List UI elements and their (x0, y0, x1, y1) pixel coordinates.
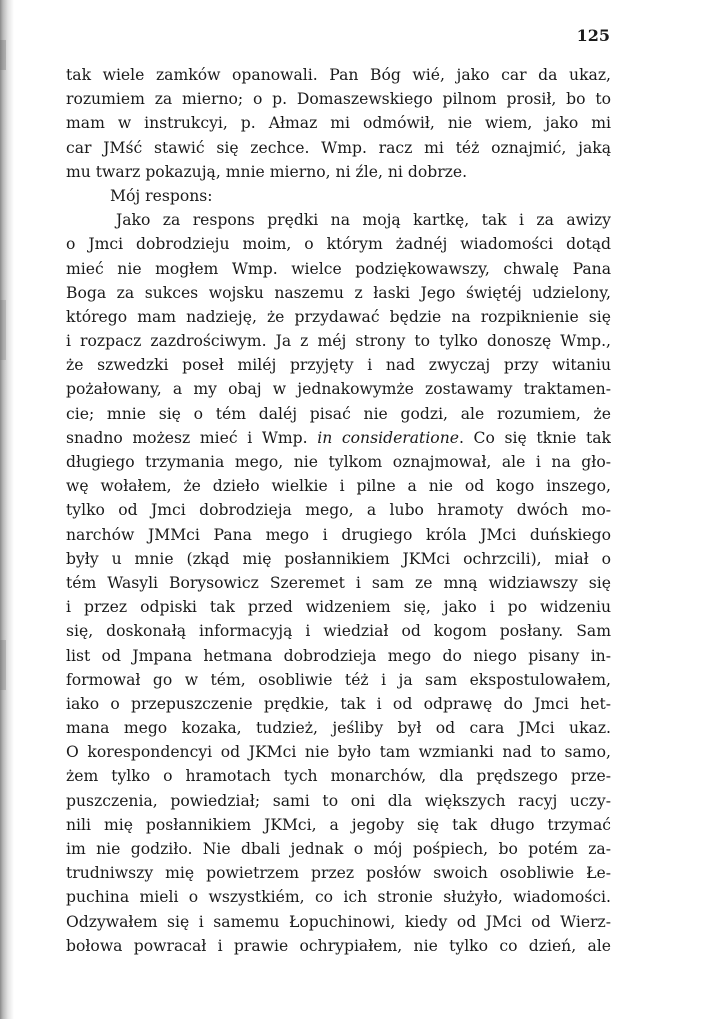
text-line: mam w instrukcyi, p. Ałmaz mi odmówił, nie wiem, jako mi (66, 114, 611, 133)
text-line: iako o przepuszczenie prędkie, tak i od odprawę do Jmci het- (66, 694, 611, 713)
text-line: o Jmci dobrodzieju moim, o którym żadnéj wiadomości dotąd (66, 235, 611, 254)
text-segment: snadno możesz mieć i Wmp. (66, 428, 318, 447)
text-line: car JMść stawić się zechce. Wmp. racz mi téż oznajmić, jaką (66, 138, 611, 157)
text-line: tém Wasyli Borysowicz Szeremet i sam ze mną widziawszy się (66, 573, 611, 592)
text-line: im nie godziło. Nie dbali jednak o mój pośpiech, bo potém za- (66, 840, 611, 858)
text-line: były u mnie (zkąd mię posłannikiem JKMci ochrzcili), miał o (66, 549, 611, 568)
text-line: i przez odpiski tak przed widzeniem się, jako i po widzeniu (66, 598, 611, 617)
text-line: tylko od Jmci dobrodzieja mego, a lubo hramoty dwóch mo- (66, 501, 611, 520)
text-line: się, doskonałą informacyją i wiedział od kogom posłany. Sam (66, 622, 611, 641)
scan-edge-mark (0, 40, 6, 70)
scan-page-edge (0, 0, 14, 1019)
body-text (66, 63, 611, 958)
text-line: mu twarz pokazują, mnie mierno, ni źle, ni dobrze. (66, 162, 468, 181)
text-line: trudniwszy mię powietrzem przez posłów swoich osobliwie Łe- (66, 864, 611, 883)
text-line: O korespondencyi od JKMci nie było tam wzmianki nad to samo, (66, 743, 611, 762)
text-line: pożałowany, a my obaj w jednakowymże zostawamy traktamen- (66, 380, 611, 399)
text-line: że szwedzki poseł miléj przyjęty i nad zwyczaj przy witaniu (66, 356, 611, 375)
text-line: rozumiem za mierno; o p. Domaszewskiego pilnom prosił, bo to (66, 90, 611, 109)
scan-edge-mark (0, 300, 6, 360)
text-line: długiego trzymania mego, nie tylkom oznajmował, ale i na gło- (66, 453, 611, 471)
text-line: cie; mnie się o tém daléj pisać nie godzi, ale rozumiem, że (66, 404, 611, 423)
page-number: 125 (576, 26, 610, 45)
text-line: narchów JMMci Pana mego i drugiego króla JMci duńskiego (66, 525, 611, 544)
text-segment: . Co się tknie tak (458, 428, 611, 447)
text-line: mieć nie mogłem Wmp. wielce podziękowawszy, chwalę Pana (66, 259, 611, 278)
text-line: list od Jmpana hetmana dobrodzieja mego do niego pisany in- (66, 646, 611, 665)
text-line: mana mego kozaka, tudzież, jeśliby był od cara JMci ukaz. (66, 719, 611, 738)
section-heading: Mój respons: (110, 186, 213, 205)
text-line: tak wiele zamków opanowali. Pan Bóg wié, jako car da ukaz, (66, 66, 611, 84)
text-line: puchina mieli o wszystkiém, co ich stronie służyło, wiadomości. (66, 888, 611, 907)
text-line: Boga za sukces wojsku naszemu z łaski Jego świętéj udzielony, (66, 283, 611, 302)
scan-edge-mark (0, 640, 6, 690)
text-line: żem tylko o hramotach tych monarchów, dla prędszego prze- (66, 767, 611, 786)
text-line: wę wołałem, że dzieło wielkie i pilne a nie od kogo inszego, (66, 477, 611, 496)
text-line: formował go w tém, osobliwie téż i ja sam ekspostulowałem, (66, 670, 611, 689)
text-line: bołowa powracał i prawie ochrypiałem, nie tylko co dzień, ale (66, 936, 611, 955)
text-line: nili mię posłannikiem JKMci, a jegoby się tak długo trzymać (66, 815, 611, 834)
text-line-with-italic (66, 426, 611, 450)
text-line: którego mam nadzieję, że przydawać będzie na rozpiknienie się (66, 307, 611, 326)
text-line: Jako za respons prędki na moją kartkę, tak i za awizy (116, 211, 611, 230)
italic-phrase: in consideratione (317, 428, 459, 447)
text-line: puszczenia, powiedział; sami to oni dla większych racyj uczy- (66, 791, 611, 810)
text-line: Odzywałem się i samemu Łopuchinowi, kiedy od JMci od Wierz- (66, 912, 611, 931)
text-line: i rozpacz zazdrościwym. Ja z méj strony to tylko donoszę Wmp., (66, 332, 611, 351)
